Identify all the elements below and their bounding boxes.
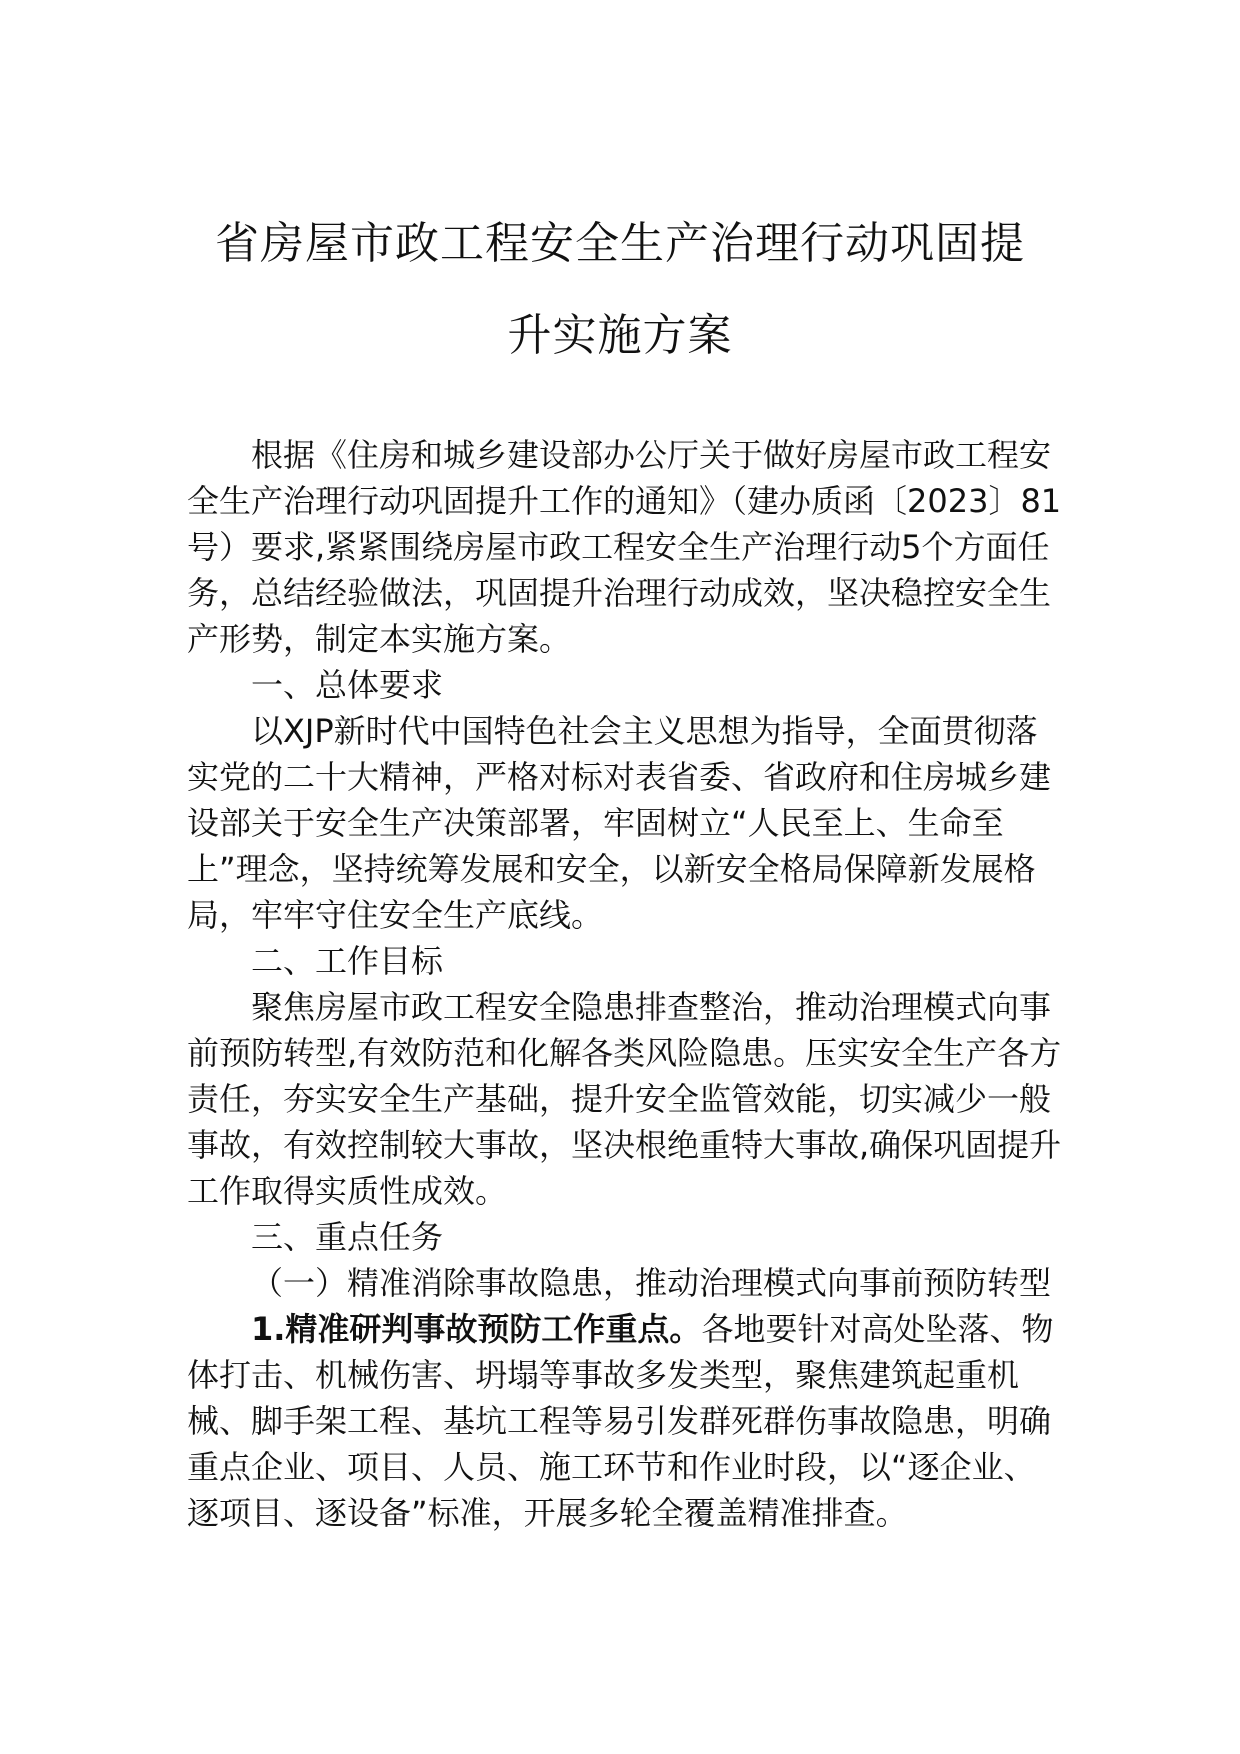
subsection-1-heading: （一）精准消除事故隐患，推动治理模式向事前预防转型 <box>251 1264 1052 1302</box>
document-title-line-1: 省房屋市政工程安全生产治理行动巩固提 <box>215 218 1025 269</box>
section-1-heading: 一、总体要求 <box>251 666 444 704</box>
intro-paragraph: 根据《住房和城乡建设部办公厅关于做好房屋市政工程安全生产治理行动巩固提升工作的通知》（建办质函〔2023〕81号）要求,紧紧围绕房屋市政工程安全生产治理行动5个方面任务，总结经验做法，巩固提升治理行动成效，坚决稳控安全生产形势，制定本实施方案。 <box>187 436 1062 658</box>
section-2-paragraph: 聚焦房屋市政工程安全隐患排查整治，推动治理模式向事前预防转型,有效防范和化解各类风险隐患。压实安全生产各方责任，夯实安全生产基础，提升安全监管效能，切实减少一般事故，有效控制较大事故，坚决根绝重特大事故,确保巩固提升工作取得实质性成效。 <box>187 988 1062 1210</box>
item-1-text: 各地要针对高处坠落、物体打击、机械伤害、坍塌等事故多发类型，聚焦建筑起重机械、脚手架工程、基坑工程等易引发群死群伤事故隐患，明确重点企业、项目、人员、施工环节和作业时段，以“逐企业、逐项目、逐设备”标准，开展多轮全覆盖精准排查。 <box>187 1310 1054 1532</box>
section-2-heading: 二、工作目标 <box>251 942 444 980</box>
item-1-paragraph <box>187 1306 1067 1536</box>
document-title-line-2: 升实施方案 <box>507 310 733 361</box>
section-3-heading: 三、重点任务 <box>251 1218 444 1256</box>
section-1-paragraph: 以XJP新时代中国特色社会主义思想为指导，全面贯彻落实党的二十大精神，严格对标对表省委、省政府和住房城乡建设部关于安全生产决策部署，牢固树立“人民至上、生命至上”理念，坚持统筹发展和安全，以新安全格局保障新发展格局，牢牢守住安全生产底线。 <box>187 712 1052 934</box>
item-1-lead: 1.精准研判事故预防工作重点。 <box>251 1310 702 1348</box>
document-body <box>187 432 1067 1536</box>
